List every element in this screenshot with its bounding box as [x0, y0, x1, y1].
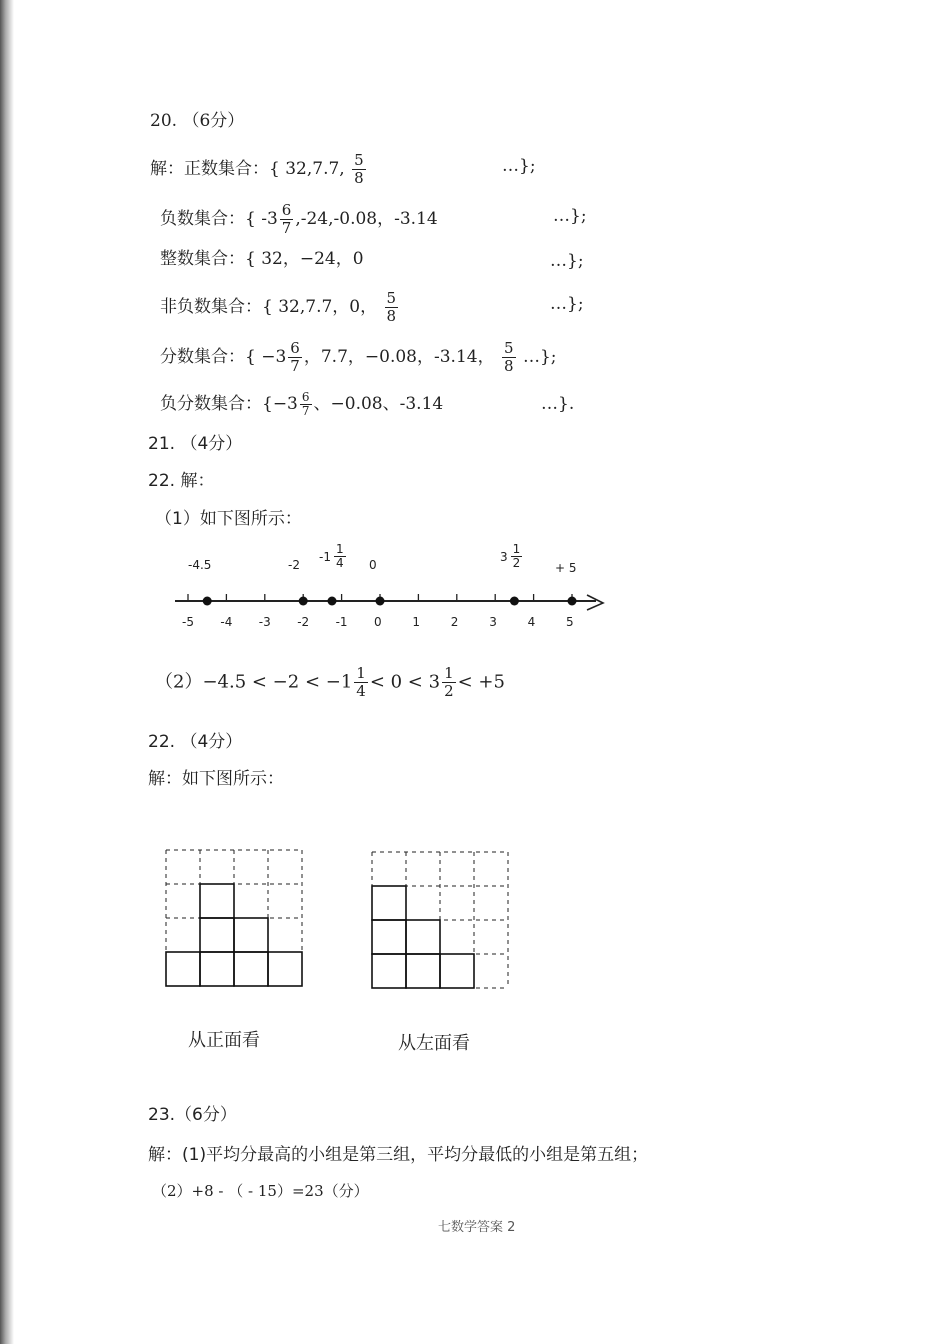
fraction: $\frac{5}{8}$ — [386, 289, 397, 325]
set-end: …}; — [553, 206, 587, 226]
q22-header: 22. 解： — [148, 471, 215, 491]
left-view-label: 从左面看 — [398, 1033, 470, 1054]
tick-label: -2 — [297, 615, 310, 629]
point-label: 3 $\frac{1}{2}$ — [500, 542, 521, 570]
number-line-point — [568, 597, 577, 606]
number-line-point — [376, 597, 385, 606]
set-end: …}; — [502, 156, 536, 176]
number-line-point — [328, 597, 337, 606]
q20-nonnegative-set — [160, 290, 400, 325]
view-block — [372, 886, 406, 920]
view-block — [200, 952, 234, 986]
set-items: 32,7.7，0， — [278, 297, 378, 317]
q22b-intro: 解：如下图所示： — [148, 769, 284, 789]
set-end: …}; — [550, 294, 584, 314]
q20-positive-set — [150, 152, 368, 187]
tick-label: 2 — [450, 615, 459, 629]
set-items: ，7.7，−0.08，-3.14， — [303, 347, 495, 367]
q21-header: 21. （4分） — [148, 434, 243, 454]
q20-fraction-set: 分数集合：{ −3 $\frac{6}{7}$ ，7.7，−0.08，-3.14， $\frac{5}{8}$ …}; — [160, 339, 557, 375]
point-label: -1 $\frac{1}{4}$ — [319, 542, 344, 570]
q23-header: 23.（6分） — [148, 1105, 237, 1125]
view-block — [200, 884, 234, 918]
q22b-header: 22. （4分） — [148, 732, 243, 752]
set-label: 负分数集合：{−3 — [160, 394, 298, 414]
view-block — [372, 920, 406, 954]
q20-negative-set: 负数集合：{ -3 $\frac{6}{7}$ ,-24,-0.08，-3.14 — [160, 201, 438, 237]
q20-integer-set — [160, 248, 364, 270]
view-block — [440, 954, 474, 988]
front-view-grid — [160, 844, 320, 1024]
q22-part1: （1）如下图所示： — [155, 509, 302, 529]
set-items: 32,7.7, — [285, 159, 345, 179]
tick-label: -5 — [182, 615, 194, 629]
scan-edge-shadow — [0, 0, 14, 1344]
view-block — [406, 920, 440, 954]
left-view-grid — [366, 846, 526, 1026]
point-label: -2 — [288, 558, 300, 572]
front-view-label: 从正面看 — [188, 1030, 260, 1051]
fraction: $\frac{6}{7}$ — [301, 390, 310, 418]
view-block — [234, 918, 268, 952]
page-footer: 七数学答案 2 — [438, 1220, 516, 1235]
solution-prefix: 解： — [150, 159, 184, 179]
q23-line2: （2）+8 - （ - 15）=23（分） — [152, 1182, 369, 1200]
fraction: $\frac{5}{8}$ — [354, 151, 364, 187]
q22-part2-inequality: （2）−4.5 < −2 < −1 $\frac{1}{4}$ < 0 < 3 $\frac{1}{2}$ < +5 — [155, 664, 505, 700]
q23-line1: 解：(1)平均分最高的小组是第三组，平均分最低的小组是第五组； — [148, 1145, 649, 1165]
view-block — [268, 952, 302, 986]
set-label: 负数集合：{ — [160, 209, 256, 229]
fraction: $\frac{5}{8}$ — [503, 339, 514, 375]
set-items: 32，−24，0 — [261, 249, 364, 269]
set-label: 分数集合：{ — [160, 347, 256, 367]
tick-label: 5 — [566, 615, 574, 629]
set-end: …}. — [541, 394, 575, 414]
tick-label: 0 — [374, 615, 382, 629]
view-block — [234, 952, 268, 986]
number-line-point — [203, 597, 212, 606]
point-label: 0 — [369, 558, 377, 572]
tick-label: 3 — [489, 615, 497, 629]
view-block — [372, 954, 406, 988]
q20-header: 20. （6分） — [150, 111, 245, 131]
set-label: 整数集合：{ — [160, 249, 256, 269]
fraction: $\frac{6}{7}$ — [281, 201, 292, 237]
tick-label: -4 — [220, 615, 233, 629]
tick-label: 1 — [412, 615, 421, 629]
q20-negative-fraction-set — [160, 391, 443, 418]
fraction: $\frac{1}{4}$ — [356, 664, 366, 700]
number-line-point — [510, 597, 519, 606]
set-items: 、−0.08、-3.14 — [313, 394, 444, 414]
tick-label: -3 — [258, 615, 271, 629]
set-label: 正数集合：{ — [184, 159, 280, 179]
tick-label: -1 — [335, 615, 348, 629]
set-end: …}; — [550, 251, 584, 271]
set-end: …}; — [522, 347, 557, 367]
view-block — [200, 918, 234, 952]
point-label: -4.5 — [188, 558, 212, 572]
number-line-point — [299, 597, 308, 606]
set-label: 非负数集合：{ — [160, 297, 273, 317]
set-items: ,-24,-0.08，-3.14 — [295, 209, 438, 229]
view-block — [166, 952, 200, 986]
tick-label: 4 — [527, 615, 536, 629]
point-label: + 5 — [555, 561, 577, 575]
view-block — [406, 954, 440, 988]
axis-arrow — [587, 595, 603, 610]
fraction: $\frac{6}{7}$ — [290, 339, 300, 375]
fraction: $\frac{1}{2}$ — [444, 664, 454, 700]
